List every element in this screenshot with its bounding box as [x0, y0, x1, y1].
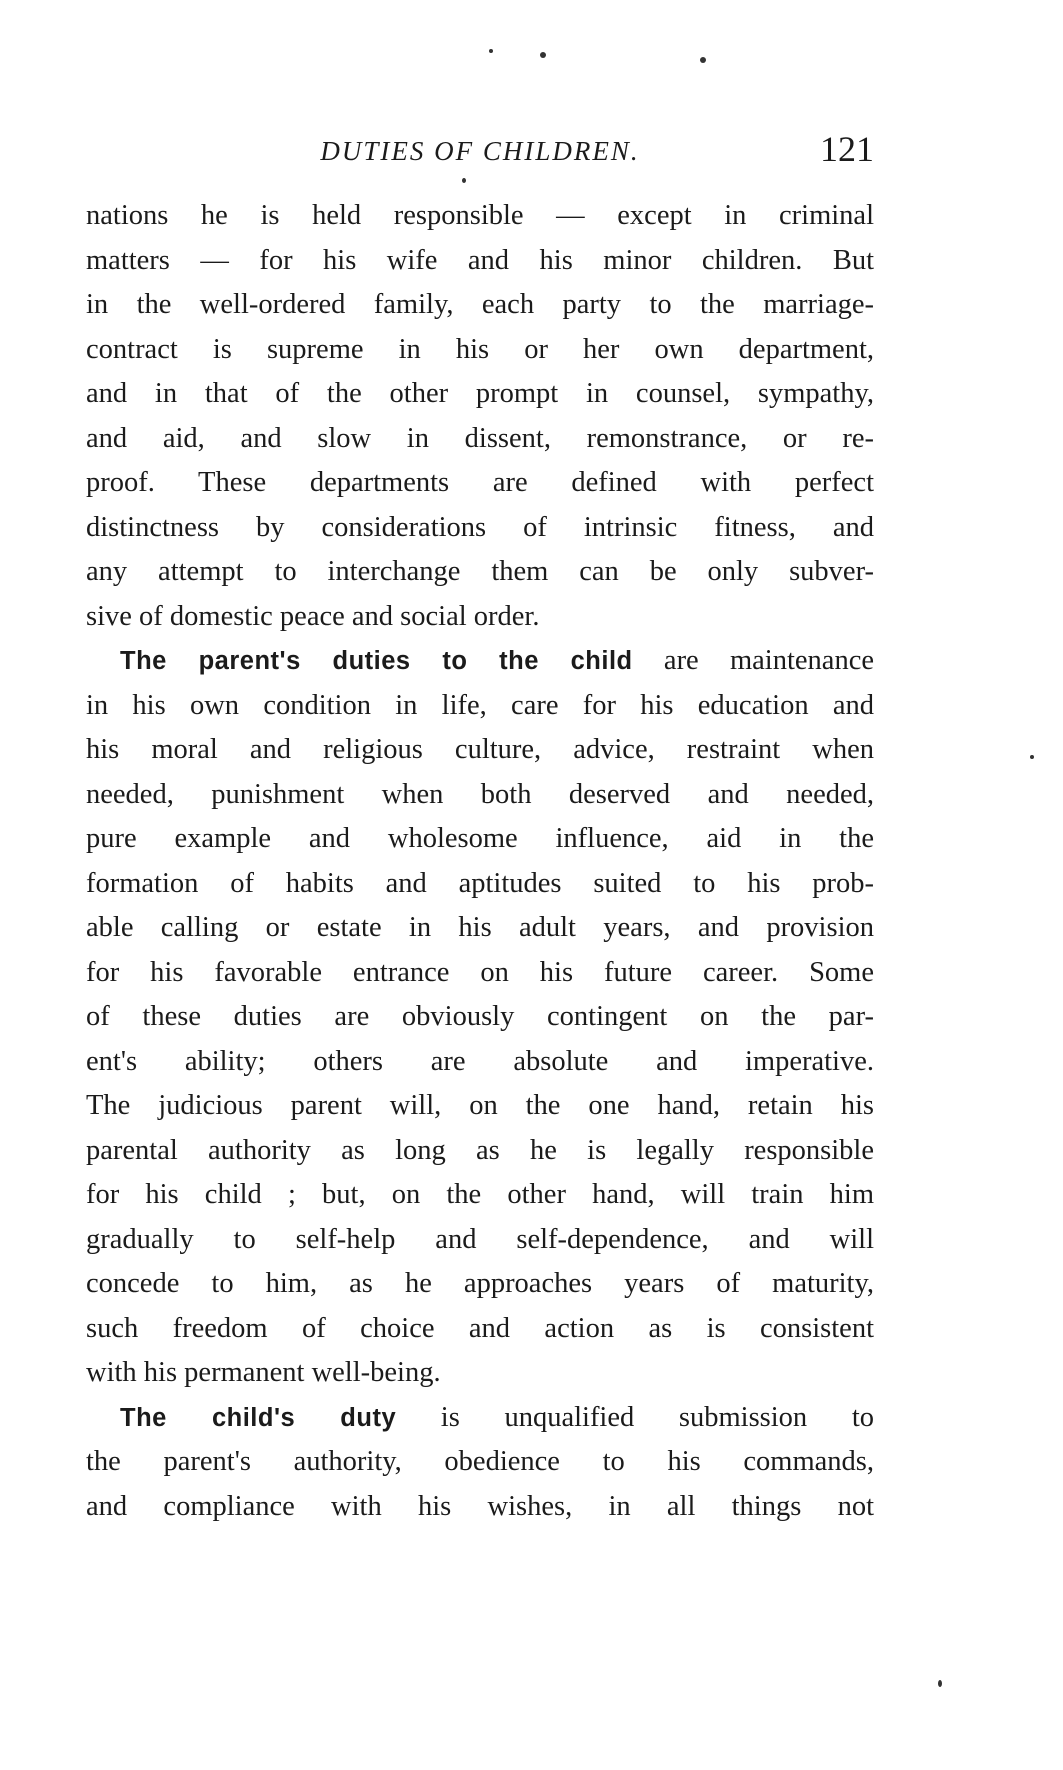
text-line: of these duties are obviously contingent on the par-: [86, 1001, 874, 1032]
paragraph-end-line: with his permanent well-being.: [86, 1357, 441, 1388]
bold-term: The child's duty: [120, 1403, 397, 1432]
text-line: distinctness by considerations of intrinsic fitness, and: [86, 511, 874, 543]
body-text: [86, 194, 874, 1529]
text-line: needed, punishment when both deserved and needed,: [86, 778, 874, 810]
running-title: DUTIES OF CHILDREN.: [320, 136, 640, 166]
line-rest: are maintenance: [632, 645, 874, 676]
text-line: and aid, and slow in dissent, remonstrance, or re-: [86, 422, 874, 454]
text-line: any attempt to interchange them can be only subver-: [86, 556, 874, 587]
page-number: 121: [820, 129, 874, 169]
text-line: pure example and wholesome influence, aid in the: [86, 823, 874, 854]
scan-speck: [938, 1680, 942, 1687]
scan-speck: [489, 49, 493, 53]
text-line: his moral and religious culture, advice, restraint when: [86, 734, 874, 765]
text-line: The judicious parent will, on the one hand, retain his: [86, 1090, 874, 1121]
text-line: in his own condition in life, care for his education and: [86, 689, 874, 721]
text-line: proof. These departments are defined with perfect: [86, 467, 874, 498]
text-line: able calling or estate in his adult years, and provision: [86, 912, 874, 943]
text-line: the parent's authority, obedience to his commands,: [86, 1446, 874, 1477]
text-line: and in that of the other prompt in counsel, sympathy,: [86, 378, 874, 409]
text-line: matters — for his wife and his minor children. But: [86, 244, 874, 276]
scan-speck: [700, 57, 706, 63]
paragraph-start-line: [86, 1396, 874, 1441]
line-rest: is unqualified submission to: [396, 1401, 874, 1433]
text-line: parental authority as long as he is legally responsible: [86, 1134, 874, 1166]
paragraph-end-line: sive of domestic peace and social order.: [86, 600, 540, 632]
bold-term: The parent's duties to the child: [120, 647, 633, 675]
text-line: gradually to self-help and self-dependence, and will: [86, 1223, 874, 1255]
text-line: for his child ; but, on the other hand, will train him: [86, 1179, 874, 1210]
text-line: for his favorable entrance on his future career. Some: [86, 956, 874, 988]
running-head: [86, 128, 874, 178]
paragraph-start-line: [86, 639, 874, 684]
text-line: ent's ability; others are absolute and imperative.: [86, 1045, 874, 1077]
text-line: and compliance with his wishes, in all things not: [86, 1490, 874, 1522]
text-line: concede to him, as he approaches years of maturity,: [86, 1268, 874, 1299]
text-line: in the well-ordered family, each party to the marriage-: [86, 289, 874, 320]
text-line: contract is supreme in his or her own department,: [86, 333, 874, 365]
text-line: such freedom of choice and action as is consistent: [86, 1312, 874, 1344]
scan-speck: [1030, 755, 1034, 759]
scan-speck: [540, 52, 546, 58]
text-line: formation of habits and aptitudes suited to his prob-: [86, 867, 874, 899]
scan-speck: [462, 178, 466, 183]
text-line: nations he is held responsible — except in criminal: [86, 200, 874, 231]
